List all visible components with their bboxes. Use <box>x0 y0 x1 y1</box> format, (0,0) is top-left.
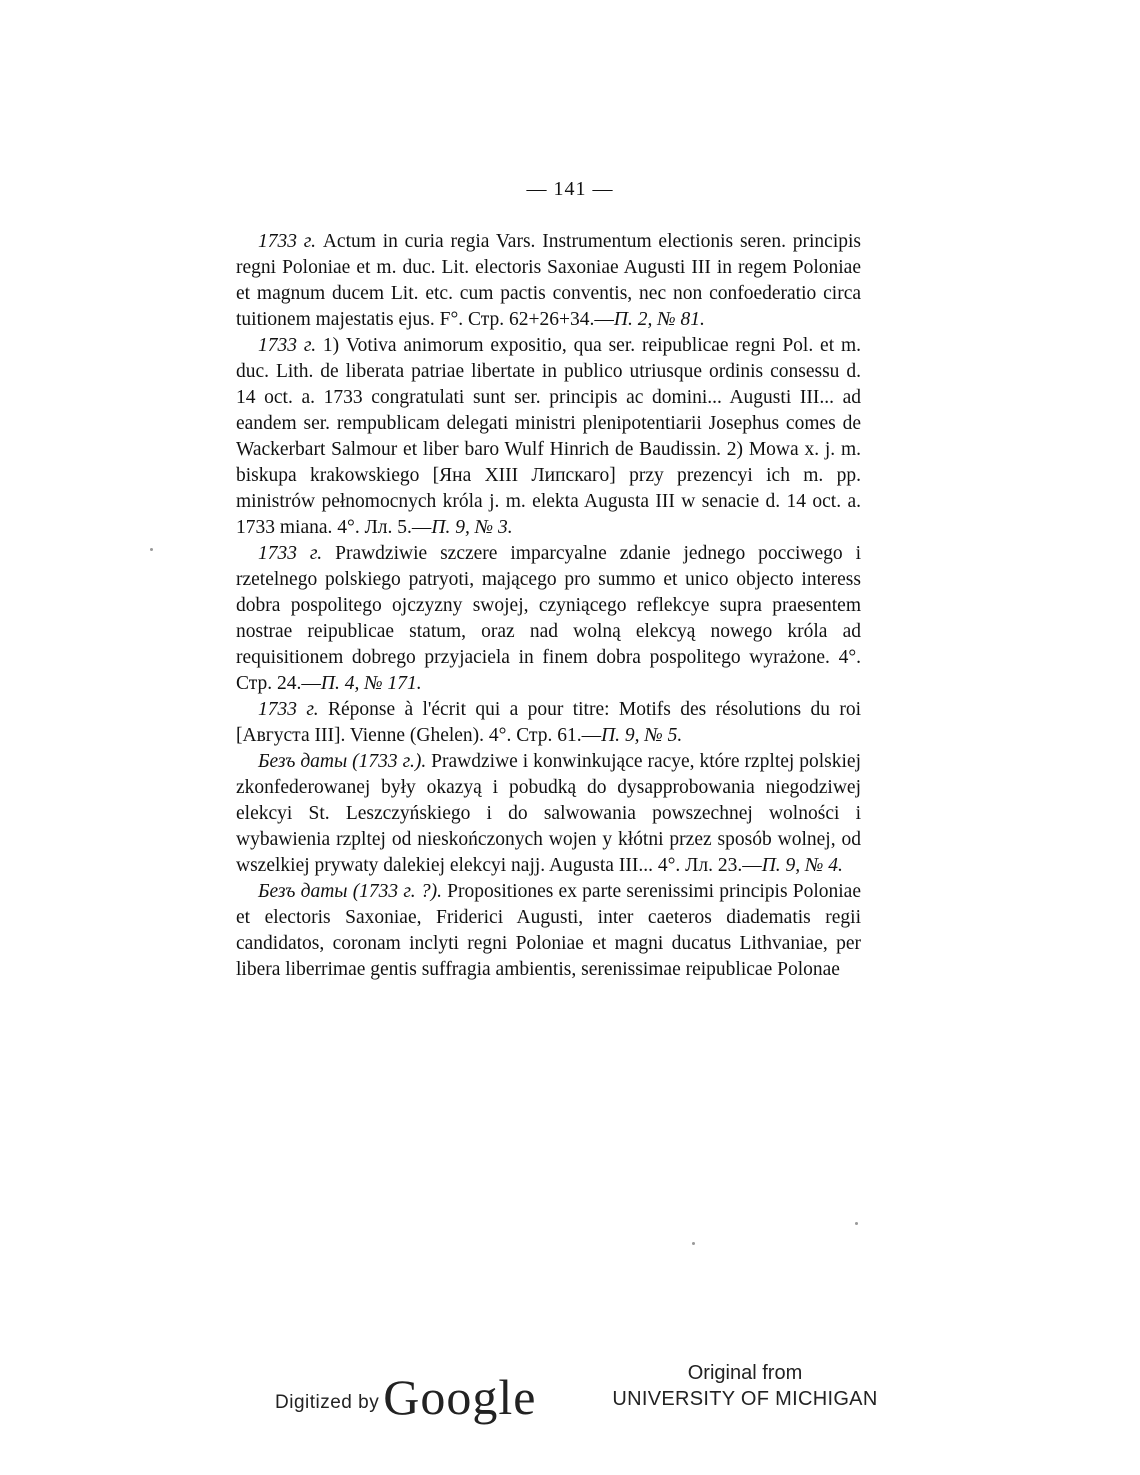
entry-reference: П. 2, № 81. <box>613 309 705 330</box>
entry-date: 1733 г. <box>258 699 319 720</box>
entry-date: 1733 г. <box>258 231 317 252</box>
entry-text: Prawdziwie szczere imparcyalne zdanie jednego pocciwego i rzetelnego polskiego patryoti, mającego pro summo et unico objecto interess dobra pospolitego ojczyzny swojej, czyniącego reflekcye supra praesentem nostrae reipublicae statum, oraz nad wolną elekcyą nowego króla ad requisitionem dobrego przyjaciela in finem dobra pospolitego wyrażone. 4°. Стр. 24.— <box>236 543 861 694</box>
entry-date: Безъ даты (1733 г.). <box>258 751 427 772</box>
entry-date: Безъ даты (1733 г. ?). <box>258 881 442 902</box>
entry-text: Réponse à l'écrit qui a pour titre: Motifs des résolutions du roi [Августа III]. Vienne (Ghelen). 4°. Стр. 61.— <box>236 699 862 746</box>
bibliography-entry <box>236 333 861 541</box>
entry-text: Propositiones ex parte serenissimi principis Poloniae et electoris Saxoniae, Friderici Augusti, inter caeteros diadematis regii candidatos, coronam inclyti regni Poloniae et magni ducatus Lithvaniae, per libera liberrimae gentis suffragia ambientis, serenissimae reipublicae Polonae <box>236 881 861 980</box>
google-logo: Google <box>383 1369 537 1425</box>
source-attribution <box>610 1360 880 1412</box>
digitized-by-label: Digitized by <box>275 1392 380 1413</box>
entry-reference: П. 9, № 3. <box>431 517 513 538</box>
bibliography-entry <box>236 541 861 697</box>
scan-speck <box>150 548 153 551</box>
bibliography-text <box>236 229 861 983</box>
bibliography-entry <box>236 749 861 879</box>
entry-reference: П. 9, № 5. <box>601 725 683 746</box>
bibliography-entry <box>236 879 861 983</box>
entry-text: 1) Votiva animorum expositio, qua ser. reipublicae regni Pol. et m. duc. Lith. de liberata patriae libertate in publico utriusque ordinis consessu d. 14 oct. a. 1733 congratulati sunt ser. principis ac domini... Augusti III... ad eandem ser. rempublicam delegati ministri plenipotentiarii Josephus comes de Wackerbart Salmour et liber baro Wulf Hinrich de Baudissin. 2) Mowa x. j. m. biskupa krakowskiego [Яна XIII Липскаго] przy prezencyi ich m. pp. ministrów pełnomocnych króla j. m. elekta Augusta III w senacie d. 14 oct. a. 1733 miana. 4°. Лл. 5.— <box>236 335 861 538</box>
scan-speck <box>855 1222 858 1225</box>
entry-date: 1733 г. <box>258 543 323 564</box>
scan-speck <box>692 1242 695 1245</box>
entry-text: Prawdziwe i konwinkujące racye, które rzpltej polskiej zkonfederowanej były okazyą i pobudką do dysapprobowania niegodziwej elekcyi St. Leszczyńskiego i do salwowania powszechnej wolności i wybawienia rzpltej od nieskończonych wojen y kłótni przez sposób wolnej, od wszelkiej prywaty dalekiej elekcyi najj. Augusta III... 4°. Лл. 23.— <box>236 751 862 876</box>
bibliography-entry <box>236 229 861 333</box>
bibliography-entry <box>236 697 861 749</box>
entry-reference: П. 4, № 171. <box>320 673 422 694</box>
original-from-label: Original from <box>687 1362 803 1384</box>
entry-date: 1733 г. <box>258 335 317 356</box>
page-number: — 141 — <box>526 178 614 200</box>
entry-reference: П. 9, № 4. <box>761 855 843 876</box>
digitized-by-watermark <box>275 1362 537 1425</box>
institution-name: UNIVERSITY OF MICHIGAN <box>612 1388 878 1410</box>
entry-text: Actum in curia regia Vars. Instrumentum electionis seren. principis regni Poloniae et m. duc. Lit. electoris Saxoniae Augusti III in regem Poloniae et magnum ducem Lit. etc. cum pactis conventis, nec non confoederatio circa tuitionem majestatis ejus. F°. Стр. 62+26+34.— <box>236 231 862 330</box>
